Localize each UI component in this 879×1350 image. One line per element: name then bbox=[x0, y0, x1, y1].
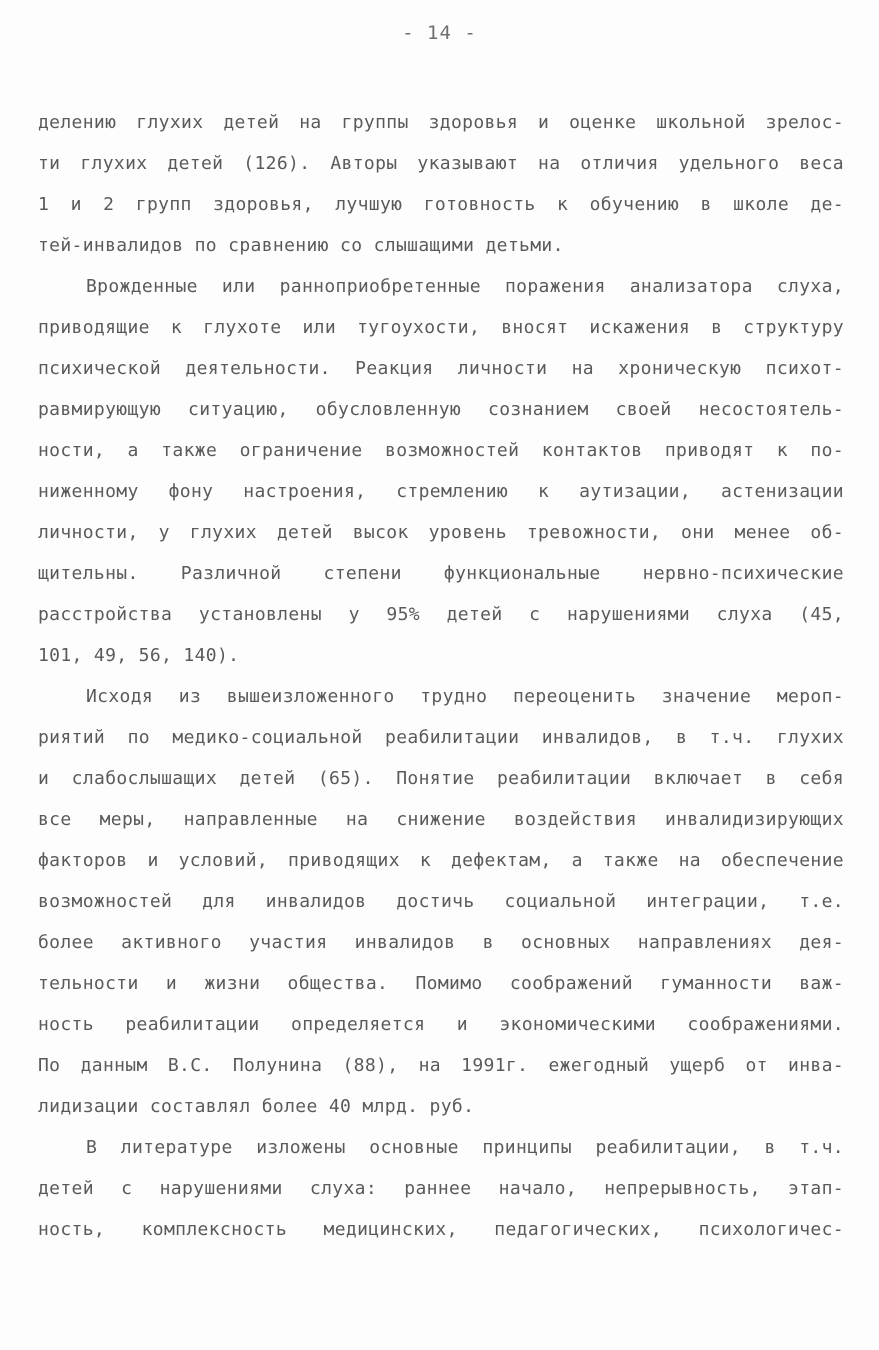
text-line: делению глухих детей на группы здоровья и оценке школьной зрелос- bbox=[38, 112, 844, 133]
text-line: 1 и 2 групп здоровья, лучшую готовность к обучению в школе де- bbox=[38, 194, 844, 215]
text-line: ности, а также ограничение возможностей контактов приводят к по- bbox=[38, 440, 844, 461]
text-line: 101, 49, 56, 140). bbox=[38, 645, 240, 666]
text-line: личности, у глухих детей высок уровень тревожности, они менее об- bbox=[38, 522, 844, 543]
text-line: и слабослышащих детей (65). Понятие реабилитации включает в себя bbox=[38, 768, 844, 789]
text-line: тельности и жизни общества. Помимо соображений гуманности важ- bbox=[38, 973, 844, 994]
page-number: - 14 - bbox=[402, 22, 477, 44]
text-line: По данным В.С. Полунина (88), на 1991г. ежегодный ущерб от инва- bbox=[38, 1055, 844, 1076]
text-line: лидизации составлял более 40 млрд. руб. bbox=[38, 1096, 475, 1117]
text-line: ниженному фону настроения, стремлению к аутизации, астенизации bbox=[38, 481, 844, 502]
text-line: риятий по медико-социальной реабилитации инвалидов, в т.ч. глухих bbox=[38, 727, 844, 748]
text-line: все меры, направленные на снижение воздействия инвалидизирующих bbox=[38, 809, 844, 830]
text-line: расстройства установлены у 95% детей с нарушениями слуха (45, bbox=[38, 604, 844, 625]
text-line: равмирующую ситуацию, обусловленную сознанием своей несостоятель- bbox=[38, 399, 844, 420]
text-line: возможностей для инвалидов достичь социальной интеграции, т.е. bbox=[38, 891, 844, 912]
text-line: ность реабилитации определяется и экономическими соображениями. bbox=[38, 1014, 844, 1035]
text-line: более активного участия инвалидов в основных направлениях дея- bbox=[38, 932, 844, 953]
paragraph bbox=[38, 676, 844, 1127]
text-line: В литературе изложены основные принципы реабилитации, в т.ч. bbox=[86, 1137, 844, 1158]
paragraph bbox=[38, 102, 844, 266]
text-line: ность, комплексность медицинских, педагогических, психологичес- bbox=[38, 1219, 844, 1240]
paragraph bbox=[38, 1127, 844, 1250]
text-line: детей с нарушениями слуха: раннее начало, непрерывность, этап- bbox=[38, 1178, 844, 1199]
text-line: тей-инвалидов по сравнению со слышащими детьми. bbox=[38, 235, 564, 256]
text-line: Врожденные или ранноприобретенные поражения анализатора слуха, bbox=[86, 276, 844, 297]
text-line: психической деятельности. Реакция личности на хроническую психот- bbox=[38, 358, 844, 379]
paragraph bbox=[38, 266, 844, 676]
text-line: щительны. Различной степени функциональные нервно-психические bbox=[38, 563, 844, 584]
body-text bbox=[38, 102, 844, 1250]
text-line: факторов и условий, приводящих к дефектам, а также на обеспечение bbox=[38, 850, 844, 871]
text-line: ти глухих детей (126). Авторы указывают на отличия удельного веса bbox=[38, 153, 844, 174]
text-line: Исходя из вышеизложенного трудно переоценить значение мероп- bbox=[86, 686, 844, 707]
text-line: приводящие к глухоте или тугоухости, вносят искажения в структуру bbox=[38, 317, 844, 338]
